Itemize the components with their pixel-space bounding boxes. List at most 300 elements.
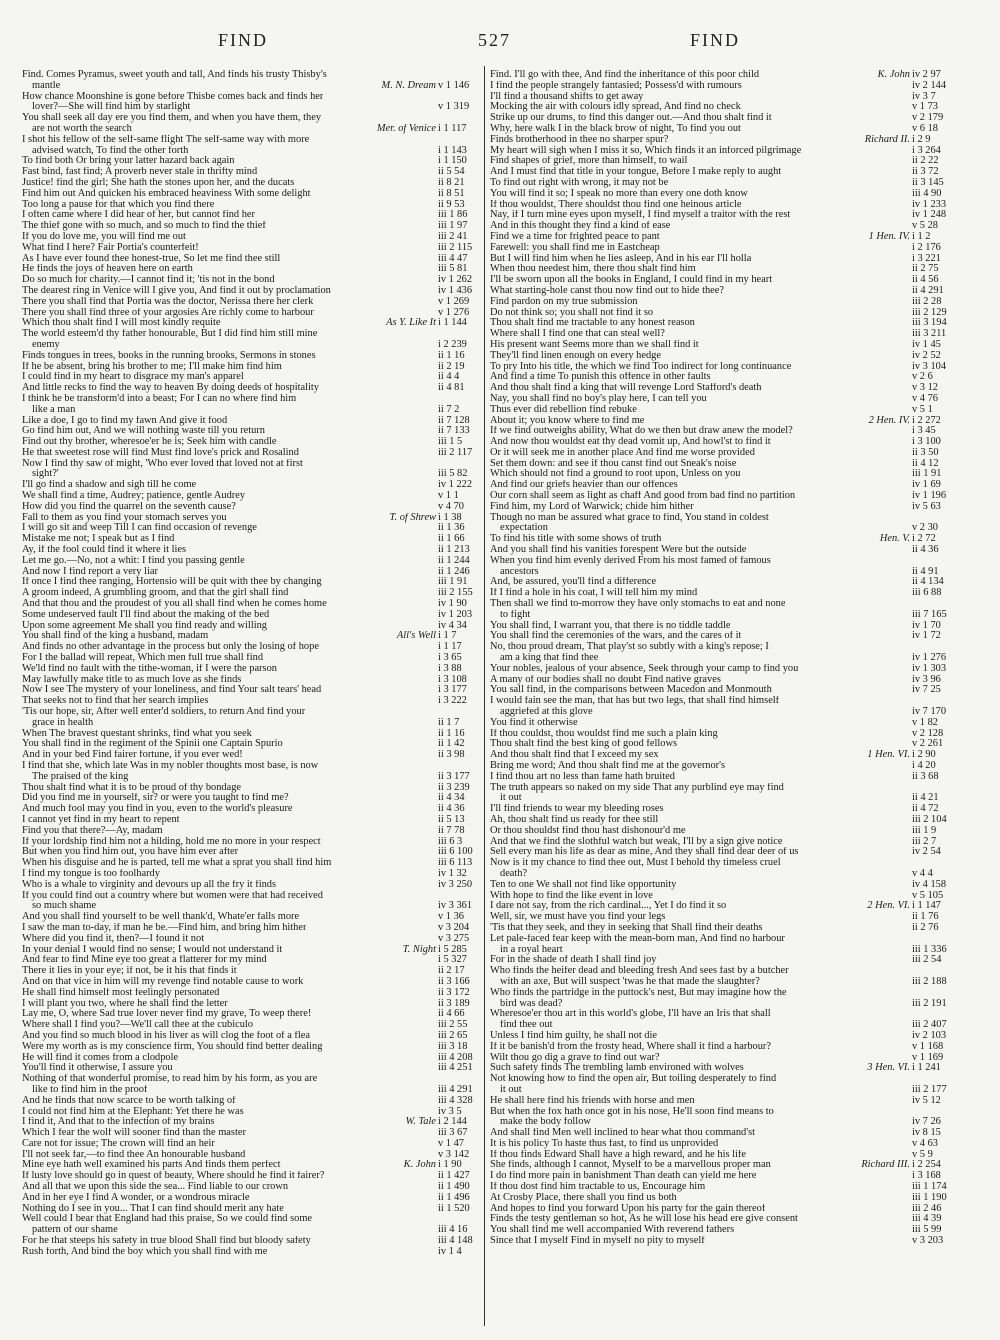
quotation-text: Find. I'll go with thee, And find the inheritance of this poor child (490, 70, 760, 80)
entry-line (490, 1009, 958, 1020)
act-scene-line: iii 2 55 (438, 1020, 468, 1031)
act-scene-line: iv 1 72 (912, 631, 941, 642)
quotation-text: Nay, you shall find no boy's play here, I can tell you (490, 393, 707, 404)
entry-line (490, 318, 958, 329)
entry-line (22, 1117, 484, 1128)
entry-line (22, 847, 484, 858)
act-scene-line: iii 2 129 (912, 307, 947, 318)
quotation-text: And hopes to find you forward Upon his party for the gain thereof (490, 1203, 766, 1214)
quotation-text: And little recks to find the way to heaven By doing deeds of hospitality (22, 383, 319, 394)
act-scene-line: iv 3 250 (438, 879, 473, 890)
quotation-text: There you shall find that Portia was the doctor, Nerissa there her clerk (22, 296, 314, 307)
quotation-text: And now thou wouldst eat thy dead vomit up, And howl'st to find it (490, 437, 771, 448)
act-scene-line: iv 1 248 (912, 210, 947, 221)
entry-line (22, 999, 484, 1010)
act-scene-line: iv 1 69 (912, 480, 941, 491)
quotation-text: with an axe, But will suspect 'twas he that made the slaughter? (500, 976, 760, 987)
act-scene-line: iv 1 303 (912, 663, 947, 674)
quotation-text: Find him out And quicken his embraced heaviness With some delight (22, 188, 311, 199)
quotation-text: Wheresoe'er thou art in this world's globe, I'll have an Iris that shall (490, 1009, 771, 1020)
quotation-text: are not worth the search (32, 123, 132, 134)
act-scene-line: ii 2 22 (912, 156, 939, 167)
quotation-text: Your nobles, jealous of your absence, Seek through your camp to find you (490, 663, 799, 674)
quotation-text: I could not find him at the Elephant: Yet there he was (22, 1106, 244, 1117)
quotation-text: I saw the man to-day, if man he be.—Find him, and bring him hither (22, 922, 307, 933)
play-reference: Hen. V. (876, 534, 910, 545)
entry-line (22, 567, 484, 578)
entry-line (22, 351, 484, 362)
entry-line (22, 1193, 484, 1204)
quotation-text: Mocking the air with colours idly spread, And find no check (490, 102, 741, 113)
act-scene-line: iii 2 155 (438, 588, 473, 599)
play-reference: All's Well (393, 631, 436, 642)
act-scene-line: ii 3 239 (438, 782, 470, 793)
quotation-text: But when the fox hath once got in his nose, He'll soon find means to (490, 1106, 774, 1117)
entry-line (490, 81, 958, 92)
quotation-text: A groom indeed, A grumbling groom, and that the girl shall find (22, 588, 289, 599)
act-scene-line: iv 7 25 (912, 685, 941, 696)
act-scene-line: ii 4 56 (912, 275, 939, 286)
act-scene-line: v 1 269 (438, 296, 470, 307)
entry-line (22, 577, 484, 588)
act-scene-line: v 6 18 (912, 123, 938, 134)
quotation-text: What starting-hole canst thou now find out to hide thee? (490, 285, 725, 296)
act-scene-line: ii 2 76 (912, 922, 939, 933)
quotation-text: And on that vice in him will my revenge find notable cause to work (22, 976, 304, 987)
act-scene-line: iii 4 148 (438, 1236, 473, 1247)
act-scene-line: iv 2 52 (912, 350, 941, 361)
entry-line (490, 977, 958, 988)
quotation-text: make the body follow (500, 1117, 591, 1128)
quotation-text: Nay, if I turn mine eyes upon myself, I find myself a traitor with the rest (490, 210, 791, 221)
entry-line (490, 534, 958, 545)
act-scene-line: ii 5 13 (438, 814, 465, 825)
act-scene-line: iv 3 361 (438, 901, 473, 912)
quotation-text: Our corn shall seem as light as chaff And good from bad find no partition (490, 491, 796, 502)
entry-line (490, 588, 958, 599)
act-scene-line: v 4 4 (912, 868, 933, 879)
quotation-text: Who finds the heifer dead and bleeding fresh And sees fast by a butcher (490, 966, 789, 977)
quotation-text: When The bravest questant shrinks, find what you seek (22, 728, 252, 739)
entry-line (490, 480, 958, 491)
quotation-text: And you shall find his vanities forespent Were but the outside (490, 545, 747, 556)
entry-line (22, 815, 484, 826)
entry-line (22, 1225, 484, 1236)
quotation-text: And in her eye I find A wonder, or a wondrous miracle (22, 1192, 250, 1203)
act-scene-line: iv 1 196 (912, 491, 947, 502)
entry-line (490, 448, 958, 459)
quotation-text: Do not think so; you shall not find it so (490, 307, 654, 318)
quotation-text: Such safety finds The trembling lamb environed with wolves (490, 1063, 744, 1074)
entry-line (22, 1160, 484, 1171)
quotation-text: expectation (500, 523, 548, 534)
entry-line (490, 610, 958, 621)
act-scene-line: i 2 9 (912, 134, 931, 145)
entry-line (490, 102, 958, 113)
quotation-text: How did you find the quarrel on the seventh cause? (22, 501, 236, 512)
quotation-text: You will find it so; I speak no more than every one doth know (490, 188, 748, 199)
quotation-text: Which should not find a ground to root upon, Unless on you (490, 469, 741, 480)
quotation-text: We shall find a time, Audrey; patience, gentle Audrey (22, 491, 246, 502)
left-column (22, 70, 484, 1258)
column-divider (484, 66, 485, 1326)
entry-line (490, 264, 958, 275)
quotation-text: Find shapes of grief, more than himself, to wail (490, 156, 688, 167)
entry-line (22, 1214, 484, 1225)
entry-line (490, 912, 958, 923)
quotation-text: Now I see The mystery of your loneliness, and find Your salt tears' head (22, 685, 322, 696)
act-scene-line: iii 4 90 (912, 188, 942, 199)
act-scene-line: iv 1 32 (438, 868, 467, 879)
act-scene-line: ii 3 177 (438, 771, 470, 782)
entry-line (490, 362, 958, 373)
play-reference: T. of Shrew (386, 513, 436, 524)
quotation-text: The world esteem'd thy father honourable, But I did find him still mine (22, 329, 318, 340)
act-scene-line: i 3 108 (438, 674, 467, 685)
entry-line (490, 232, 958, 243)
quotation-text: For he that steeps his safety in true blood Shall find but bloody safety (22, 1236, 311, 1247)
quotation-text: And shall find Men well inclined to hear what thou command'st (490, 1128, 756, 1139)
quotation-text: pattern of our shame (32, 1225, 118, 1236)
act-scene-line: i 2 272 (912, 415, 941, 426)
quotation-text: I find my tongue is too foolhardy (22, 868, 160, 879)
entry-line (490, 783, 958, 794)
entry-line (490, 437, 958, 448)
quotation-text: The thief gone with so much, and so much to find the thief (22, 221, 266, 232)
entry-line (490, 286, 958, 297)
entry-line (22, 1236, 484, 1247)
entry-line (22, 988, 484, 999)
entry-line (490, 599, 958, 610)
quotation-text: Sell every man his life as dear as mine, And they shall find dear deer of us (490, 847, 799, 858)
quotation-text: If once I find thee ranging, Hortensio will be quit with thee by changing (22, 577, 322, 588)
quotation-text: My heart will sigh when I miss it so, Which finds it an inforced pilgrimage (490, 145, 802, 156)
entry-line (22, 1171, 484, 1182)
act-scene-line: iii 2 188 (912, 976, 947, 987)
act-scene-line: ii 4 291 (912, 285, 944, 296)
act-scene-line: iii 2 191 (912, 998, 947, 1009)
quotation-text: You'll find it otherwise, I assure you (22, 1063, 173, 1074)
quotation-text: I do find more pain in banishment Than death can yield me here (490, 1171, 757, 1182)
quotation-text: If thou finds Edward Shall have a high reward, and he his life (490, 1149, 746, 1160)
right-column (490, 70, 958, 1247)
entry-line (22, 1107, 484, 1118)
entry-line (22, 416, 484, 427)
act-scene-line: v 1 168 (912, 1041, 944, 1052)
quotation-text: Then shall we find to-morrow they have only stomachs to eat and none (490, 599, 786, 610)
act-scene-line: i 3 100 (912, 437, 941, 448)
quotation-text: And fear to find Mine eye too great a flatterer for my mind (22, 955, 267, 966)
quotation-text: Ah, thou shalt find us ready for thee still (490, 814, 659, 825)
entry-line (22, 642, 484, 653)
quotation-text: to fight (500, 609, 531, 620)
entry-line (22, 1053, 484, 1064)
quotation-text: He shall find himself most feelingly personated (22, 987, 220, 998)
entry-line (22, 405, 484, 416)
entry-line (490, 372, 958, 383)
quotation-text: I find the people strangely fantasied; Possess'd with rumours (490, 80, 742, 91)
act-scene-line: ii 1 520 (438, 1203, 470, 1214)
act-scene-line: iv 2 97 (912, 70, 941, 80)
entry-line (490, 1214, 958, 1225)
play-reference: 1 Hen. VI. (863, 750, 910, 761)
entry-line (22, 178, 484, 189)
entry-line (490, 502, 958, 513)
entry-line (490, 945, 958, 956)
entry-line (22, 210, 484, 221)
act-scene-line: v 4 76 (912, 393, 938, 404)
quotation-text: Since that I myself Find in myself no pity to myself (490, 1236, 705, 1247)
quotation-text: Well, sir, we must have you find your legs (490, 912, 666, 923)
entry-line (22, 92, 484, 103)
entry-line (22, 1204, 484, 1215)
entry-line (22, 264, 484, 275)
act-scene-line: iii 2 104 (912, 814, 947, 825)
act-scene-line: iii 3 194 (912, 318, 947, 329)
entry-line (490, 426, 958, 437)
entry-line (490, 113, 958, 124)
entry-line (490, 70, 958, 81)
entry-line (22, 610, 484, 621)
act-scene-line: iv 1 203 (438, 609, 473, 620)
act-scene-line: ii 1 246 (438, 566, 470, 577)
entry-line (22, 156, 484, 167)
act-scene-line: iii 2 54 (912, 955, 942, 966)
entry-line (490, 642, 958, 653)
quotation-text: 'Tis our hope, sir, After well enter'd soldiers, to return And find your (22, 707, 306, 718)
act-scene-line: iv 1 436 (438, 285, 473, 296)
entry-line (490, 729, 958, 740)
act-scene-line: i 3 88 (438, 663, 462, 674)
quotation-text: Fall to them as you find your stomach serves you (22, 512, 227, 523)
quotation-text: Finds the testy gentleman so hot, As he will lose his head ere give consent (490, 1214, 798, 1225)
quotation-text: To pry Into his title, the which we find Too indirect for long continuance (490, 361, 792, 372)
quotation-text: Now is it my chance to find thee out, Must I behold thy timeless cruel (490, 858, 781, 869)
entry-line (22, 1074, 484, 1085)
play-reference: Richard III. (857, 1160, 910, 1171)
entry-line (22, 869, 484, 880)
act-scene-line: iii 1 5 (438, 437, 463, 448)
act-scene-line: v 1 319 (438, 102, 470, 113)
act-scene-line: ii 4 72 (912, 804, 939, 815)
quotation-text: And much fool may you find in you, even to the world's pleasure (22, 804, 293, 815)
act-scene-line: ii 1 244 (438, 555, 470, 566)
page-number: 527 (478, 30, 511, 50)
act-scene-line: ii 1 213 (438, 545, 470, 556)
quotation-text: For I the ballad will repeat, Which men full true shall find (22, 653, 264, 664)
act-scene-line: i 3 168 (912, 1171, 941, 1182)
quotation-text: As I have ever found thee honest-true, So let me find thee still (22, 253, 281, 264)
quotation-text: But I will find him when he lies asleep, And in his ear I'll holla (490, 253, 752, 264)
entry-line (490, 405, 958, 416)
entry-line (22, 297, 484, 308)
entry-line (22, 135, 484, 146)
quotation-text: enemy (32, 339, 60, 350)
entry-line (22, 621, 484, 632)
entry-line (490, 1182, 958, 1193)
entry-line (22, 221, 484, 232)
act-scene-line: iii 2 115 (438, 242, 473, 253)
entry-line (490, 826, 958, 837)
act-scene-line: v 5 1 (912, 404, 933, 415)
entry-line (490, 567, 958, 578)
entry-line (22, 426, 484, 437)
entry-line (490, 308, 958, 319)
entry-line (22, 588, 484, 599)
act-scene-line: iv 5 63 (912, 501, 941, 512)
entry-line (490, 275, 958, 286)
quotation-text: I'll be sworn upon all the books in England, I could find in my heart (490, 275, 773, 286)
quotation-text: mantle (32, 80, 61, 91)
entry-line (490, 1107, 958, 1118)
entry-line (490, 340, 958, 351)
act-scene-line: v 2 30 (912, 523, 938, 534)
quotation-text: Mine eye hath well examined his parts And finds them perfect (22, 1160, 281, 1171)
entry-line (490, 135, 958, 146)
quotation-text: The truth appears so naked on my side That any purblind eye may find (490, 782, 784, 793)
act-scene-line: ii 3 172 (438, 987, 470, 998)
entry-line (22, 275, 484, 286)
quotation-text: Though no man be assured what grace to find, You stand in coldest (490, 512, 769, 523)
act-scene-line: ii 7 133 (438, 426, 470, 437)
entry-line (490, 631, 958, 642)
entry-line (22, 1128, 484, 1139)
act-scene-line: v 5 28 (912, 221, 938, 232)
quotation-text: There you shall find three of your argosies Are richly come to harbour (22, 307, 314, 318)
entry-line (490, 891, 958, 902)
quotation-text: Find. Comes Pyramus, sweet youth and tall, And finds his trusty Thisby's (22, 70, 327, 80)
act-scene-line: iv 1 70 (912, 620, 941, 631)
quotation-text: And all that we upon this side the sea... Find liable to our crown (22, 1182, 289, 1193)
act-scene-line: iii 4 208 (438, 1052, 473, 1063)
quotation-text: If lusty love should go in quest of beauty, Where should he find it fairer? (22, 1171, 325, 1182)
quotation-text: Mistake me not; I speak but as I find (22, 534, 175, 545)
entry-line (22, 793, 484, 804)
act-scene-line: ii 1 7 (438, 717, 460, 728)
quotation-text: If thou couldst, thou wouldst find me such a plain king (490, 728, 718, 739)
act-scene-line: iv 3 7 (912, 91, 936, 102)
entry-line (22, 556, 484, 567)
quotation-text: I will plant you two, where he shall find the letter (22, 998, 228, 1009)
quotation-text: Well could I bear that England had this praise, So we could find some (22, 1214, 313, 1225)
entry-line (22, 545, 484, 556)
quotation-text: I would fain see the man, that has but two legs, that shall find himself (490, 696, 780, 707)
entry-line (22, 448, 484, 459)
entry-line (22, 901, 484, 912)
act-scene-line: iii 4 16 (438, 1225, 468, 1236)
quotation-text: A many of our bodies shall no doubt Find native graves (490, 674, 721, 685)
act-scene-line: iv 1 276 (912, 653, 947, 664)
act-scene-line: ii 3 72 (912, 167, 939, 178)
act-scene-line: iv 2 144 (912, 80, 947, 91)
entry-line (490, 1053, 958, 1064)
act-scene-line: v 5 105 (912, 890, 944, 901)
act-scene-line: i 3 45 (912, 426, 936, 437)
act-scene-line: ii 5 54 (438, 167, 465, 178)
entry-line (490, 469, 958, 480)
quotation-text: Lay me, O, where Sad true lover never find my grave, To weep there! (22, 1009, 312, 1020)
entry-line (22, 1182, 484, 1193)
act-scene-line: ii 2 19 (438, 361, 465, 372)
act-scene-line: v 1 82 (912, 717, 938, 728)
act-scene-line: ii 3 166 (438, 976, 470, 987)
quotation-text: You find it otherwise (490, 717, 578, 728)
quotation-text: And he finds that now scarce to be worth talking of (22, 1095, 236, 1106)
entry-line (490, 1020, 958, 1031)
quotation-text: Go find him out, And we will nothing waste till you return (22, 426, 266, 437)
entry-line (490, 394, 958, 405)
act-scene-line: ii 3 189 (438, 998, 470, 1009)
act-scene-line: v 1 169 (912, 1052, 944, 1063)
act-scene-line: iii 1 97 (438, 221, 468, 232)
act-scene-line: iii 6 3 (438, 836, 463, 847)
quotation-text: I shot his fellow of the self-same flight The self-same way with more (22, 134, 310, 145)
act-scene-line: iv 1 222 (438, 480, 473, 491)
quotation-text: And find a time To punish this offence in other faults (490, 372, 711, 383)
quotation-text: Not knowing how to find the open air, But toiling desperately to find (490, 1074, 777, 1085)
act-scene-line: iii 2 41 (438, 231, 468, 242)
quotation-text: like to find him in the proof (32, 1084, 148, 1095)
entry-line (490, 653, 958, 664)
quotation-text: He will find it comes from a clodpole (22, 1052, 179, 1063)
act-scene-line: iii 2 28 (912, 296, 942, 307)
act-scene-line: iii 7 165 (912, 609, 947, 620)
entry-line (22, 286, 484, 297)
act-scene-line: v 1 146 (438, 80, 470, 91)
quotation-text: Thus ever did rebellion find rebuke (490, 404, 637, 415)
quotation-text: And, be assured, you'll find a difference (490, 577, 657, 588)
quotation-text: You shall find in the regiment of the Spinii one Captain Spurio (22, 739, 283, 750)
entry-line (22, 826, 484, 837)
entry-line (22, 729, 484, 740)
quotation-text: They'll find linen enough on every hedge (490, 350, 661, 361)
act-scene-line: i 4 20 (912, 761, 936, 771)
entry-line (490, 1225, 958, 1236)
quotation-text: If he be absent, bring his brother to me; I'll make him find him (22, 361, 282, 372)
act-scene-line: ii 3 98 (438, 750, 465, 761)
quotation-text: Which thou shalt find I will most kindly requite (22, 318, 221, 329)
entry-line (490, 124, 958, 135)
entry-line (22, 1150, 484, 1161)
quotation-text: Let me go.—No, not a whit: I find you passing gentle (22, 555, 245, 566)
quotation-text: Were my worth as is my conscience firm, You should find better dealing (22, 1041, 323, 1052)
act-scene-line: i 1 241 (912, 1063, 941, 1074)
act-scene-line: iv 2 103 (912, 1030, 947, 1041)
quotation-text: Find pardon on my true submission (490, 296, 638, 307)
quotation-text: Thou shalt find the best king of good fellows (490, 739, 678, 750)
quotation-text: If we find outweighs ability, What do we then but draw anew the model? (490, 426, 793, 437)
entry-line (22, 383, 484, 394)
act-scene-line: i 1 7 (438, 631, 457, 642)
entry-line (22, 1247, 484, 1258)
act-scene-line: iv 3 96 (912, 674, 941, 685)
act-scene-line: iv 7 26 (912, 1117, 941, 1128)
quotation-text: In your denial I would find no sense; I would not understand it (22, 944, 283, 955)
entry-line (22, 459, 484, 470)
quotation-text: What find I here? Fair Portia's counterfeit! (22, 242, 199, 253)
act-scene-line: i 2 90 (912, 750, 936, 761)
entry-line (22, 783, 484, 794)
act-scene-line: i 1 38 (438, 512, 462, 523)
entry-line (490, 1096, 958, 1107)
quotation-text: Set them down: and see if thou canst find out Sneak's noise (490, 458, 737, 469)
entry-line (22, 685, 484, 696)
quotation-text: Nothing of that wonderful promise, to read him by his form, as you are (22, 1074, 318, 1085)
quotation-text: Did you find me in yourself, sir? or were you taught to find me? (22, 793, 289, 804)
quotation-text: He shall here find his friends with horse and men (490, 1095, 695, 1106)
entry-line (490, 1063, 958, 1074)
entry-line (490, 750, 958, 761)
